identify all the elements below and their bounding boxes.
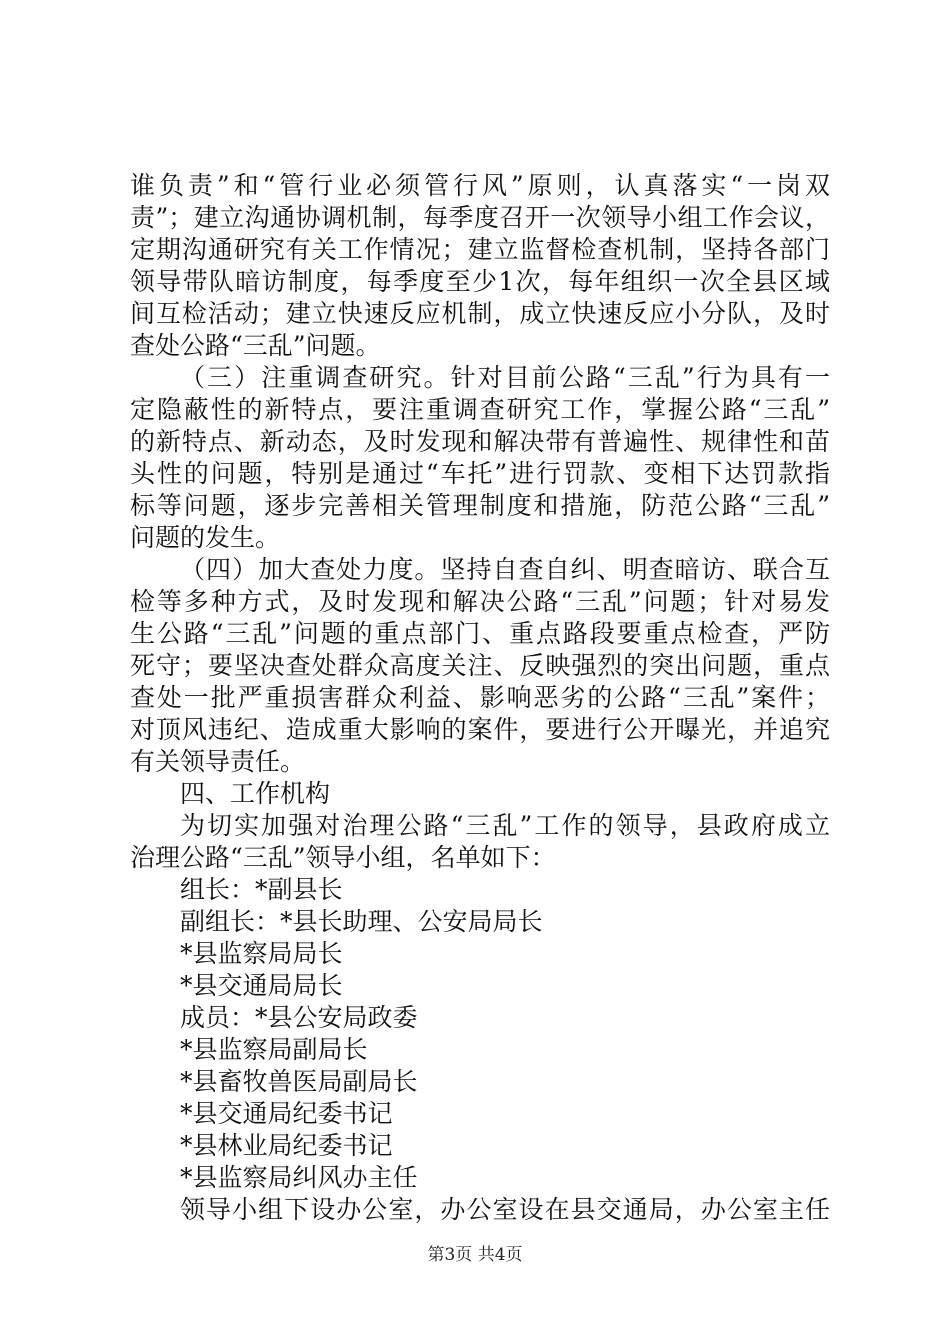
text-line: 为切实加强对治理公路“三乱”工作的领导，县政府成立 — [180, 811, 830, 840]
member-line: *县林业局纪委书记 — [180, 1131, 393, 1160]
text-line: 有关领导责任。 — [130, 747, 306, 776]
text-line: 领导带队暗访制度，每季度至少1次，每年组织一次全县区域 — [130, 267, 830, 296]
text-line: 领导小组下设办公室，办公室设在县交通局，办公室主任 — [180, 1195, 830, 1224]
text-line: 问题的发生。 — [130, 523, 281, 552]
member-line: *县畜牧兽医局副局长 — [180, 1067, 418, 1096]
text-line: 标等问题，逐步完善相关管理制度和措施，防范公路“三乱” — [130, 491, 830, 520]
paragraph-heading-3: （三）注重调查研究。针对目前公路“三乱”行为具有一 — [180, 363, 830, 392]
member-line: 组长：*副县长 — [180, 875, 343, 904]
text-line: 查处一批严重损害群众利益、影响恶劣的公路“三乱”案件； — [130, 683, 830, 712]
document-body — [130, 170, 830, 1226]
text-line: 定隐蔽性的新特点，要注重调查研究工作，掌握公路“三乱” — [130, 395, 830, 424]
paragraph-heading-4: （四）加大查处力度。坚持自查自纠、明查暗访、联合互 — [180, 555, 830, 584]
page-footer: 第3页 共4页 — [427, 1245, 523, 1265]
member-line: *县监察局局长 — [180, 939, 343, 968]
text-line: 谁负责”和“管行业必须管行风”原则，认真落实“一岗双 — [130, 171, 831, 200]
text-line: 生公路“三乱”问题的重点部门、重点路段要重点检查，严防 — [130, 619, 830, 648]
member-line: 成员：*县公安局政委 — [180, 1003, 418, 1032]
text-line: 的新特点、新动态，及时发现和解决带有普遍性、规律性和苗 — [130, 427, 830, 456]
text-line: 治理公路“三乱”领导小组，名单如下： — [130, 843, 556, 872]
text-line: 检等多种方式，及时发现和解决公路“三乱”问题；针对易发 — [130, 587, 830, 616]
member-line: *县监察局副局长 — [180, 1035, 368, 1064]
text-line: 间互检活动；建立快速反应机制，成立快速反应小分队，及时 — [130, 299, 830, 328]
section-heading: 四、工作机构 — [180, 779, 331, 808]
text-line: 责”；建立沟通协调机制，每季度召开一次领导小组工作会议， — [130, 203, 830, 232]
text-line: 死守；要坚决查处群众高度关注、反映强烈的突出问题，重点 — [130, 651, 830, 680]
text-line: 定期沟通研究有关工作情况；建立监督检查机制，坚持各部门 — [130, 235, 830, 264]
member-line: *县交通局纪委书记 — [180, 1099, 393, 1128]
member-line: 副组长：*县长助理、公安局局长 — [180, 907, 543, 936]
member-line: *县交通局局长 — [180, 971, 343, 1000]
text-line: 查处公路“三乱”问题。 — [130, 331, 381, 360]
member-line: *县监察局纠风办主任 — [180, 1163, 418, 1192]
text-line: 头性的问题，特别是通过“车托”进行罚款、变相下达罚款指 — [130, 459, 830, 488]
text-line: 对顶风违纪、造成重大影响的案件，要进行公开曝光，并追究 — [130, 715, 830, 744]
